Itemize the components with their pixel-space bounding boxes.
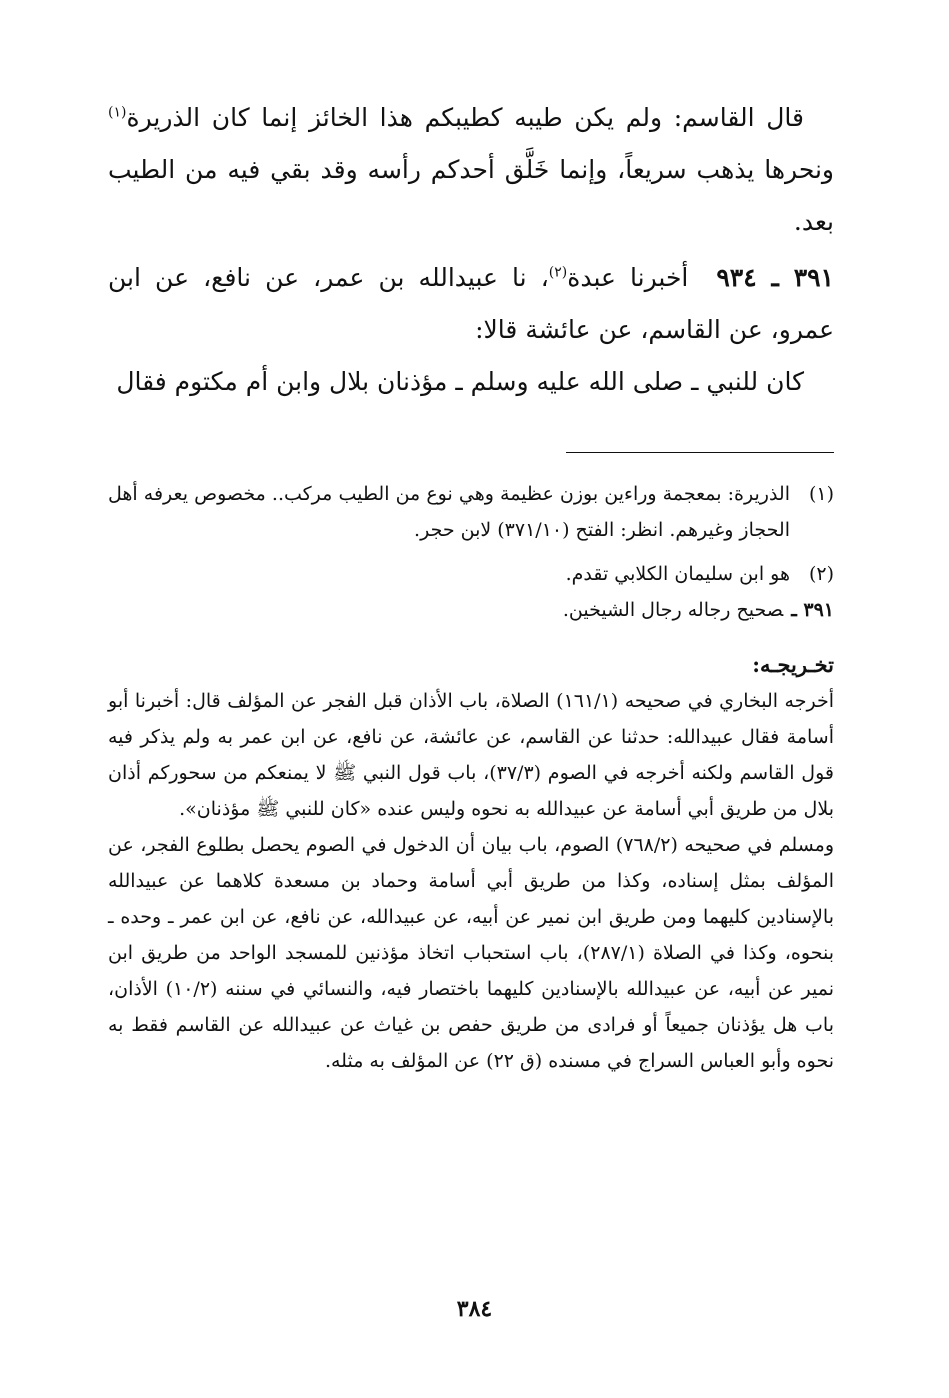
- para-text-cont: ونحرها يذهب سريعاً، وإنما خَلَّق أحدكم رأسه وقد بقي فيه من الطيب بعد.: [108, 155, 834, 236]
- takhrij-heading: تخـريجـه:: [752, 652, 834, 677]
- takhrij-bukhari: أخرجه البخاري في صحيحه (١٦١/١) الصلاة، باب الأذان قبل الفجر عن المؤلف قال: أخبرنا أبو أسامة فقال عبيدالله: حدثنا عن القاسم، عن عائشة، عن نافع، عن ابن عمر به ولم يذكر فيه قول القاسم ولكنه أخرجه في الصوم (٣٧/٣)، باب قول النبي ﷺ لا يمنعكم من سحوركم أذان بلال من طريق أبي أسامة عن عبيدالله به نحوه وليس عنده «كان للنبي ﷺ مؤذنان».: [108, 690, 834, 820]
- para-text: قال القاسم: ولم يكن طيبه كطيبكم هذا الخائز إنما كان الذريرة: [126, 103, 804, 132]
- main-text: [108, 92, 834, 408]
- grade-number: ٣٩١ ـ: [791, 599, 834, 621]
- footnote-number: (٢): [808, 563, 834, 585]
- footnote-ref-1: (١): [108, 104, 127, 121]
- grade-text: صحيح رجاله رجال الشيخين.: [562, 599, 784, 621]
- footnote-text: هو ابن سليمان الكلابي تقدم.: [565, 563, 790, 585]
- footnote-text: الذريرة: بمعجمة وراءين بوزن عظيمة وهي نوع من الطيب مركب.. مخصوص يعرفه أهل الحجاز وغيرهم. انظر: الفتح (٣٧١/١٠) لابن حجر.: [108, 483, 790, 541]
- footnote-1: [108, 476, 834, 548]
- footnote-number: (١): [808, 483, 834, 505]
- footnote-separator: [566, 452, 834, 453]
- narrative-paragraph: [108, 92, 834, 248]
- footnotes: [108, 476, 834, 1079]
- isnad-text-cont: ، نا عبيدالله بن عمر، عن نافع، عن ابن عمرو، عن القاسم، عن عائشة قالا:: [108, 263, 834, 344]
- hadith-matn: كان للنبي ـ صلى الله عليه وسلم ـ مؤذنان بلال وابن أم مكتوم فقال: [116, 367, 804, 396]
- hadith-grade: [108, 592, 834, 628]
- hadith-isnad: [108, 252, 834, 356]
- footnote-ref-2: (٢): [548, 264, 568, 281]
- page-number: ٣٨٤: [456, 1296, 493, 1322]
- hadith-number: ٣٩١ ـ ٩٣٤: [716, 263, 834, 292]
- footnote-2: [108, 556, 834, 592]
- takhrij-muslim: ومسلم في صحيحه (٧٦٨/٢) الصوم، باب بيان أن الدخول في الصوم يحصل بطلوع الفجر، عن المؤلف بمثل إسناده، وكذا من طريق أبي أسامة وحماد بن مسعدة كلاهما عن عبيدالله بالإسنادين كليهما ومن طريق ابن نمير عن أبيه، عن عبيدالله، عن نافع، عن ابن عمر ـ وحده ـ بنحوه، وكذا في الصلاة (٢٨٧/١)، باب استحباب اتخاذ مؤذنين للمسجد الواحد من طريق ابن نمير عن أبيه، عن عبيدالله بالإسنادين كليهما باختصار فيه، والنسائي في سننه (١٠/٢) الأذان، باب هل يؤذنان جميعاً أو فرادى من طريق حفص بن غياث عن عبيدالله عن القاسم فقط به نحوه وأبو العباس السراج في مسنده (ق ٢٢) عن المؤلف به مثله.: [108, 834, 834, 1072]
- isnad-text: أخبرنا عبدة: [567, 263, 689, 292]
